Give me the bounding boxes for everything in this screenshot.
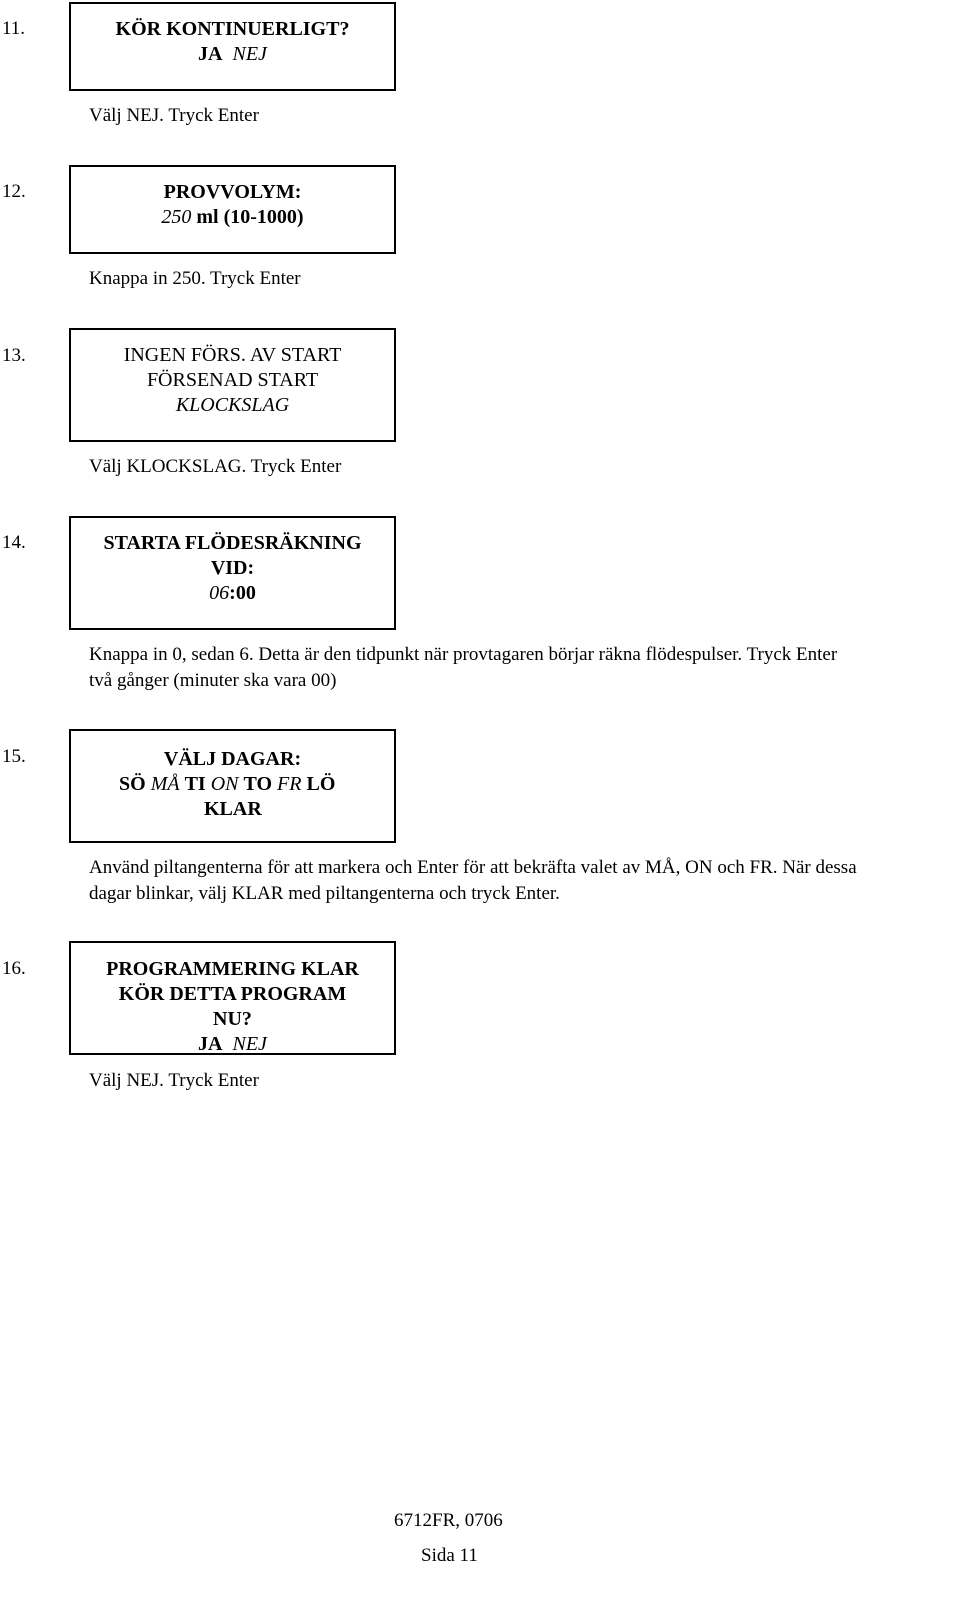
step-12-display-value-line <box>71 205 394 230</box>
day-ti: TI <box>184 773 206 795</box>
step-14-instruction <box>89 642 949 694</box>
step-11-number: 11. <box>2 18 26 39</box>
page-number: Sida 11 <box>421 1545 478 1566</box>
step-13-number: 13. <box>2 345 26 366</box>
step-16-display-line1: PROGRAMMERING KLAR <box>106 958 359 980</box>
time-hours: 06 <box>209 582 230 604</box>
option-ja: JA <box>198 1033 223 1055</box>
step-16-display-options <box>71 1032 394 1057</box>
option-ja: JA <box>198 43 223 65</box>
step-15-instruction-line1: Använd piltangenterna för att markera och Enter för att bekräfta valet av MÅ, ON och FR. När dessa <box>89 857 857 878</box>
step-15-number: 15. <box>2 746 26 767</box>
time-separator: : <box>229 582 236 604</box>
step-11-display-line1: KÖR KONTINUERLIGT? <box>115 18 350 40</box>
step-12-display <box>69 165 396 254</box>
step-14-instruction-line1: Knappa in 0, sedan 6. Detta är den tidpunkt när provtagaren börjar räkna flödespulser. Tryck Enter <box>89 644 838 665</box>
step-14-display <box>69 516 396 630</box>
step-13-display <box>69 328 396 442</box>
step-15-display <box>69 729 396 843</box>
step-11-display <box>69 2 396 91</box>
step-11-instruction: Välj NEJ. Tryck Enter <box>89 105 259 126</box>
step-13-display-line2: FÖRSENAD START <box>146 369 319 391</box>
step-16-display-line2: KÖR DETTA PROGRAM <box>118 983 347 1005</box>
step-13-display-line1: INGEN FÖRS. AV START <box>123 344 342 366</box>
step-16-display-line3: NU? <box>213 1008 252 1030</box>
step-11-display-options <box>71 42 394 67</box>
step-12-number: 12. <box>2 181 26 202</box>
time-minutes: 00 <box>235 582 256 604</box>
document-code: 6712FR, 0706 <box>394 1510 503 1531</box>
step-16-instruction: Välj NEJ. Tryck Enter <box>89 1070 259 1091</box>
step-14-instruction-line2: två gånger (minuter ska vara 00) <box>89 670 337 691</box>
step-13-instruction: Välj KLOCKSLAG. Tryck Enter <box>89 456 342 477</box>
option-nej: NEJ <box>232 43 267 65</box>
day-fr: FR <box>277 773 302 795</box>
day-lo: LÖ <box>306 773 336 795</box>
step-15-display-line1: VÄLJ DAGAR: <box>163 748 302 770</box>
step-14-display-time <box>71 581 394 606</box>
option-nej: NEJ <box>232 1033 267 1055</box>
step-15-display-days <box>71 772 394 797</box>
volume-unit-range: ml (10-1000) <box>196 206 304 228</box>
day-ma: MÅ <box>150 773 180 795</box>
step-14-display-line2: VID: <box>210 557 255 579</box>
step-12-instruction: Knappa in 250. Tryck Enter <box>89 268 301 289</box>
step-16-display <box>69 941 396 1055</box>
day-on: ON <box>210 773 239 795</box>
step-12-display-line1: PROVVOLYM: <box>163 181 302 203</box>
step-15-instruction <box>89 855 954 907</box>
step-16-number: 16. <box>2 958 26 979</box>
step-14-display-line1: STARTA FLÖDESRÄKNING <box>103 532 362 554</box>
step-15-display-line3: KLAR <box>204 798 262 820</box>
day-to: TO <box>243 773 273 795</box>
step-14-number: 14. <box>2 532 26 553</box>
day-so: SÖ <box>119 773 146 795</box>
step-13-display-line3: KLOCKSLAG <box>175 394 290 416</box>
volume-value: 250 <box>161 206 192 228</box>
step-15-instruction-line2: dagar blinkar, välj KLAR med piltangenterna och tryck Enter. <box>89 883 560 904</box>
